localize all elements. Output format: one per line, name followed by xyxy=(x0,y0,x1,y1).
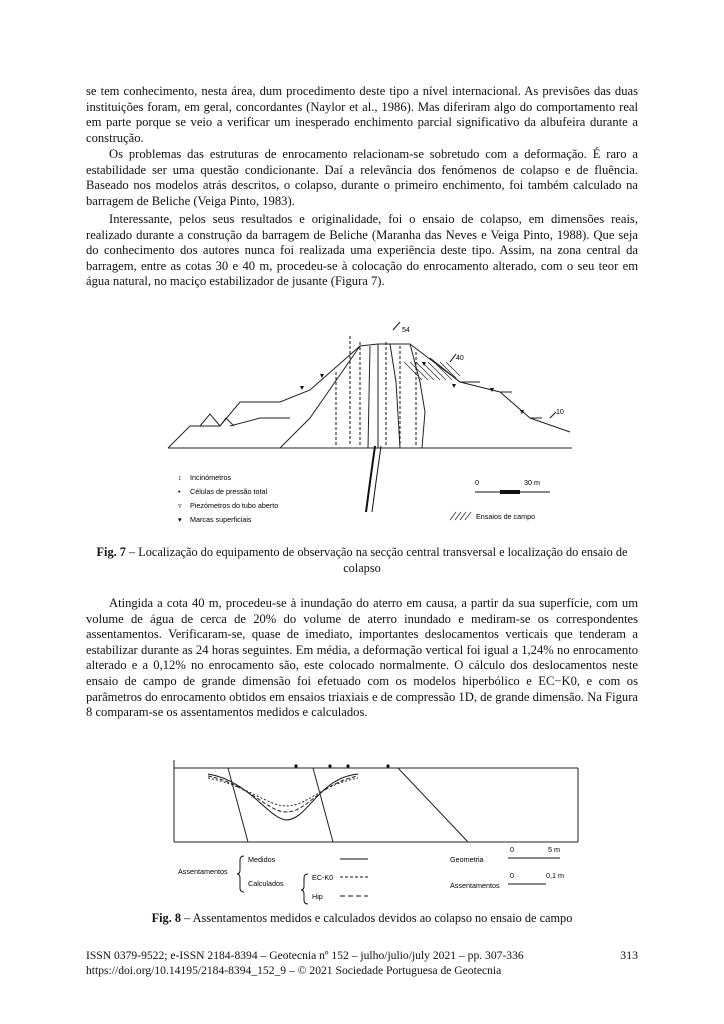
settlements-scale-zero: 0 xyxy=(510,871,514,880)
footer-doi: https://doi.org/10.14195/2184-8394_152_9 – © 2021 Sociedade Portuguesa de Geotecnia xyxy=(86,964,502,977)
paragraph-1: se tem conhecimento, nesta área, dum procedimento deste tipo a nível internacional. As previsões das duas instituições foram, em geral, concordantes (Naylor et al., 1986). Mas diferiram algo do comportamento real em parte porque se veio a verificar um inesperado enchimento parcial significativo da albufeira durante a construção. xyxy=(86,84,638,145)
legend-calculated: Calculados xyxy=(248,879,284,888)
level-10-label: 10 xyxy=(556,409,564,416)
geometry-scale-end: 5 m xyxy=(548,845,560,854)
level-54-label: 54 xyxy=(402,327,410,334)
legend-surface-marks: Marcas superficiais xyxy=(190,515,252,524)
paragraph-3: Interessante, pelos seus resultados e originalidade, foi o ensaio de colapso, em dimensões reais, realizado durante a construção da barragem de Beliche (Maranha das Neves e Veiga Pinto, 1988). Que seja do conhecimento dos autores nunca foi realizada uma experiência deste tipo. Assim, na zona central da barragem, entre as cotas 30 e 40 m, procedeu-se à colocação do enrocamento alterado, com o seu teor em água natural, no maciço estabilizador de jusante (Figura 7). xyxy=(86,212,638,289)
settlements-scale-end: 0,1 m xyxy=(546,871,564,880)
legend-hip: Hip xyxy=(312,892,323,901)
pressure-cell-icon: • xyxy=(178,487,181,496)
scale-zero: 0 xyxy=(475,478,479,487)
footer-issn: ISSN 0379-9522; e-ISSN 2184-8394 – Geotecnia nº 152 – julho/julio/july 2021 – pp. 307-336 xyxy=(86,949,524,962)
figure-7-caption-label: Fig. 7 xyxy=(96,545,126,559)
figure-7-dam-section xyxy=(160,322,580,534)
scale-bar xyxy=(500,490,520,494)
level-40-label: 40 xyxy=(456,355,464,362)
legend-measured: Medidos xyxy=(248,855,276,864)
figure-7-caption xyxy=(86,545,638,576)
figure-7-caption-text: – Localização do equipamento de observação na secção central transversal e localização do ensaio de colapso xyxy=(125,545,628,575)
legend-eck0: EC-K0 xyxy=(312,873,334,882)
figure-8-settlements xyxy=(168,756,588,906)
geometry-label: Geometria xyxy=(450,855,484,864)
legend-field-tests: Ensaios de campo xyxy=(476,512,536,521)
geometry-scale-zero: 0 xyxy=(510,845,514,854)
surface-mark-icon: ▾ xyxy=(178,515,182,524)
legend-settlements: Assentamentos xyxy=(178,867,228,876)
figure-8-caption-text: – Assentamentos medidos e calculados devidos ao colapso no ensaio de campo xyxy=(181,911,573,925)
legend-inclinometers: Incinómetros xyxy=(190,473,232,482)
scale-end: 30 m xyxy=(524,478,540,487)
paragraph-2: Os problemas das estruturas de enrocamento relacionam-se sobretudo com a deformação. É raro a estabilidade ser uma questão condicionante. Daí a relevância dos fenómenos de colapso e de fluência. Baseado nos modelos atrás descritos, o colapso, durante o primeiro enchimento, foi também calculado na barragem de Beliche (Veiga Pinto, 1983). xyxy=(86,147,638,208)
figure-8-caption xyxy=(86,911,638,927)
field-test-hatch-icon xyxy=(450,512,471,520)
legend-piezometers: Piezómetros do tubo aberto xyxy=(190,501,279,510)
piezometer-icon: ▿ xyxy=(178,501,182,510)
legend-pressure-cells: Células de pressão total xyxy=(190,487,268,496)
figure-8-caption-label: Fig. 8 xyxy=(151,911,181,925)
paragraph-4: Atingida a cota 40 m, procedeu-se à inundação do aterro em causa, a partir da sua superfície, com um volume de água de cerca de 20% do volume de aterro inundado e mediram-se os correspondentes assentamentos. Verificaram-se, quase de imediato, importantes deslocamentos verticais que tenderam a estabilizar durante as 24 horas seguintes. Em média, a deformação vertical foi igual a 1,24% no enrocamento alterado e a 0,12% no enrocamento são, este colocado normalmente. O cálculo dos deslocamentos neste ensaio de campo de grande dimensão foi efetuado com os modelos hiperbólico e EC−K0, e com os parâmetros do enrocamento obtidos em ensaios triaxiais e de compressão 1D, de grande dimensão. Na Figura 8 comparam-se os assentamentos medidos e calculados. xyxy=(86,596,638,720)
inclinometer-icon: ↕ xyxy=(178,473,182,482)
page-number: 313 xyxy=(620,948,638,962)
settlements-scale-label: Assentamentos xyxy=(450,881,500,890)
